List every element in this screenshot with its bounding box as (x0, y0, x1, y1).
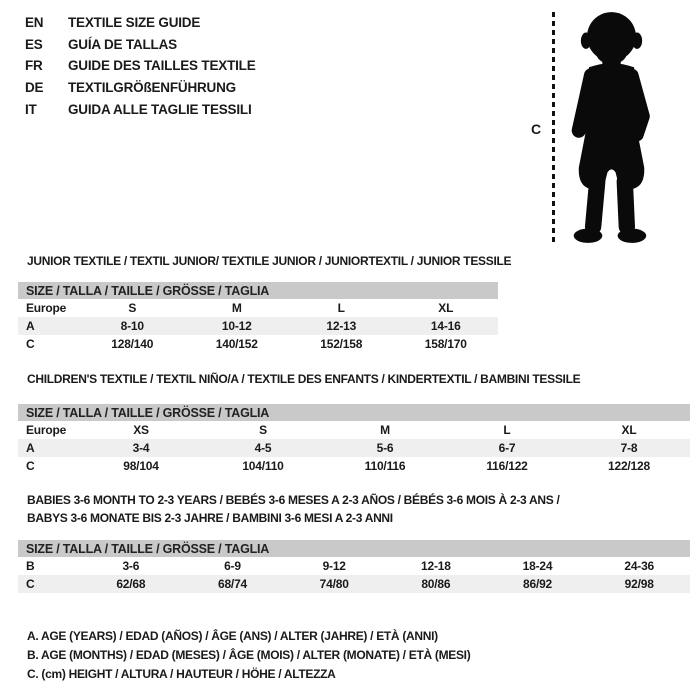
row-label: A (26, 441, 35, 455)
table-row-age (18, 317, 498, 335)
size-cell: L (503, 423, 511, 437)
height-cell: 140/152 (215, 337, 258, 351)
toddler-silhouette-icon (556, 6, 666, 246)
age-cell: 3-4 (132, 441, 150, 455)
note-height-cm: C. (cm) HEIGHT / ALTURA / HAUTEUR / HÖHE / ALTEZZA (27, 667, 336, 681)
guide-title-de: TEXTILGRÖßENFÜHRUNG (68, 80, 236, 96)
size-cell: XS (133, 423, 149, 437)
age-cell: 14-16 (430, 319, 461, 333)
height-cell: 158/170 (424, 337, 467, 351)
lang-code: EN (25, 15, 44, 31)
size-cell: M (231, 301, 242, 315)
height-cell: 128/140 (111, 337, 154, 351)
size-cell: M (380, 423, 390, 437)
language-title-list (25, 12, 256, 120)
months-cell: 24-36 (624, 559, 655, 573)
lang-code: IT (25, 101, 37, 117)
lang-code: ES (25, 36, 43, 52)
children-section-title: CHILDREN'S TEXTILE / TEXTIL NIÑO/A / TEXTILE DES ENFANTS / KINDERTEXTIL / BAMBINI TESSILE (27, 372, 581, 386)
lang-row-fr (25, 55, 256, 77)
guide-title-en: TEXTILE SIZE GUIDE (68, 15, 201, 31)
height-cell: 68/74 (217, 577, 248, 591)
guide-title-fr: GUIDE DES TAILLES TEXTILE (68, 58, 256, 74)
height-cell: 98/104 (123, 459, 159, 473)
months-cell: 18-24 (522, 559, 553, 573)
months-cell: 12-18 (421, 559, 451, 573)
size-header-row: SIZE / TALLA / TAILLE / GRÖSSE / TAGLIA (18, 404, 690, 421)
lang-row-it (25, 98, 256, 120)
months-cell: 6-9 (224, 559, 241, 573)
row-label: C (26, 459, 35, 473)
note-age-months: B. AGE (MONTHS) / EDAD (MESES) / ÂGE (MOIS) / ALTER (MONATE) / ETÀ (MESI) (27, 648, 471, 662)
height-cell: 86/92 (523, 577, 553, 591)
row-label: Europe (26, 301, 67, 315)
row-label: A (26, 319, 35, 333)
age-cell: 8-10 (120, 319, 144, 333)
lang-code: DE (25, 80, 44, 96)
babies-section-title-line2: BABYS 3-6 MONATE BIS 2-3 JAHRE / BAMBINI 3-6 MESI A 2-3 ANNI (27, 511, 393, 525)
size-header-row: SIZE / TALLA / TAILLE / GRÖSSE / TAGLIA (18, 540, 690, 557)
table-row-height (18, 335, 498, 353)
babies-size-table (18, 540, 690, 593)
months-cell: 9-12 (322, 559, 346, 573)
age-cell: 12-13 (326, 319, 357, 333)
height-cell: 74/80 (319, 577, 349, 591)
lang-row-en (25, 12, 256, 34)
guide-title-es: GUÍA DE TALLAS (68, 36, 177, 52)
height-cell: 104/110 (242, 459, 284, 473)
lang-row-de (25, 77, 256, 99)
size-header-row: SIZE / TALLA / TAILLE / GRÖSSE / TAGLIA (18, 282, 498, 299)
age-cell: 4-5 (254, 441, 272, 455)
age-cell: 5-6 (376, 441, 394, 455)
table-row-europe (18, 421, 690, 439)
junior-section-title: JUNIOR TEXTILE / TEXTIL JUNIOR/ TEXTILE JUNIOR / JUNIORTEXTIL / JUNIOR TESSILE (27, 254, 512, 268)
size-cell: L (337, 301, 345, 315)
age-cell: 7-8 (620, 441, 638, 455)
height-cell: 92/98 (624, 577, 654, 591)
height-cell: 110/116 (364, 459, 406, 473)
row-label: B (26, 559, 35, 573)
table-row-height (18, 575, 690, 593)
table-row-age-months (18, 557, 690, 575)
height-measure-line (552, 12, 555, 244)
table-row-height (18, 457, 690, 475)
lang-row-es (25, 34, 256, 56)
months-cell: 3-6 (122, 559, 140, 573)
guide-title-it: GUIDA ALLE TAGLIE TESSILI (68, 101, 252, 117)
height-cell: 80/86 (421, 577, 451, 591)
children-size-table (18, 404, 690, 475)
size-cell: S (259, 423, 267, 437)
height-cell: 116/122 (486, 459, 528, 473)
height-cell: 152/158 (320, 337, 363, 351)
note-age-years: A. AGE (YEARS) / EDAD (AÑOS) / ÂGE (ANS) / ALTER (JAHRE) / ETÀ (ANNI) (27, 629, 438, 643)
babies-section-title-line1: BABIES 3-6 MONTH TO 2-3 YEARS / BEBÉS 3-6 MESES A 2-3 AÑOS / BÉBÉS 3-6 MOIS À 2-3 ANS / (27, 493, 560, 507)
junior-size-table (18, 282, 498, 353)
table-row-age (18, 439, 690, 457)
measure-c-label: C (531, 121, 542, 137)
age-cell: 10-12 (221, 319, 252, 333)
row-label: C (26, 577, 35, 591)
age-cell: 6-7 (498, 441, 516, 455)
table-row-europe (18, 299, 498, 317)
height-cell: 62/68 (116, 577, 146, 591)
size-cell: S (128, 301, 137, 315)
size-cell: XL (621, 423, 637, 437)
height-cell: 122/128 (608, 459, 650, 473)
row-label: Europe (26, 423, 67, 437)
row-label: C (26, 337, 35, 351)
size-cell: XL (438, 301, 454, 315)
lang-code: FR (25, 58, 43, 74)
